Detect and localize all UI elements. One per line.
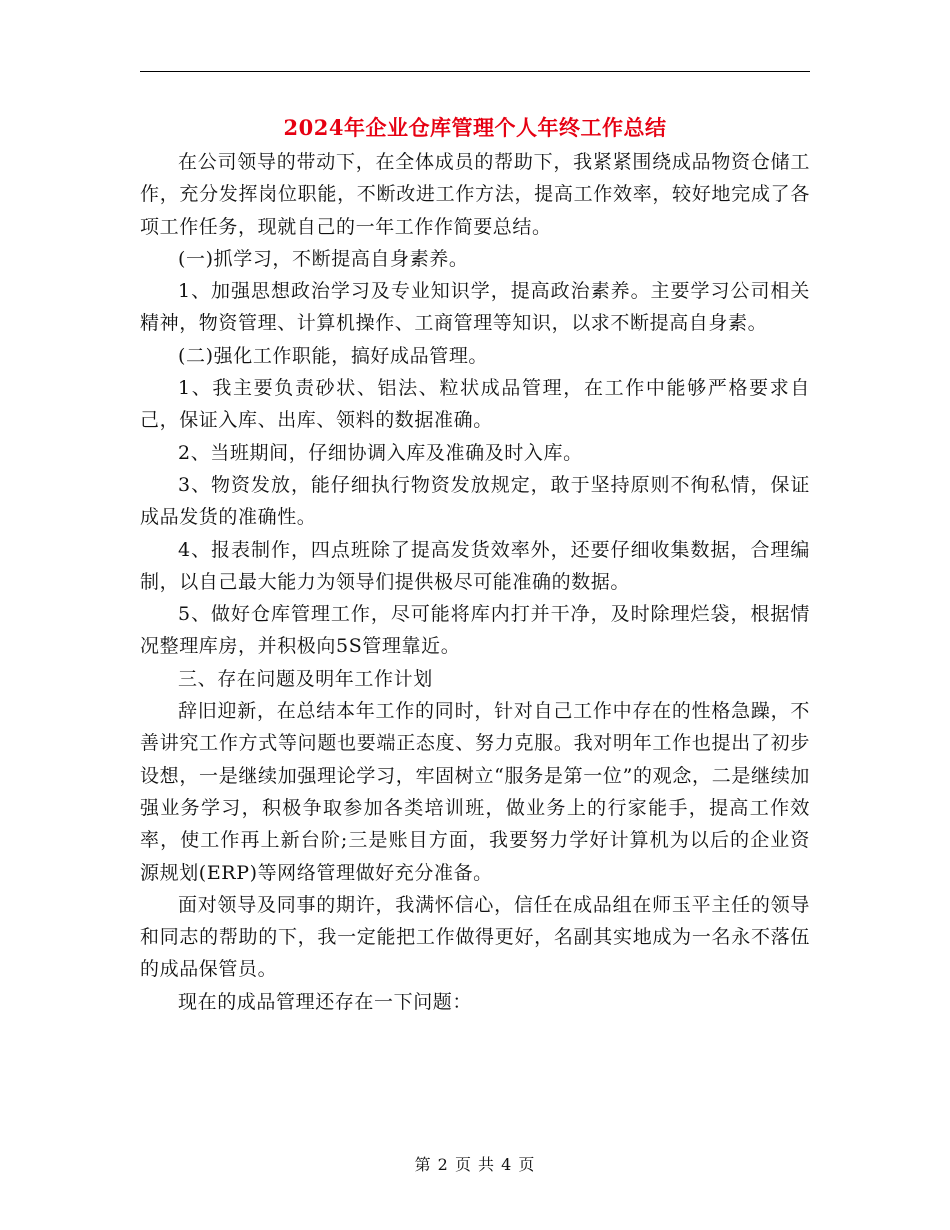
document-body: [140, 146, 810, 1018]
paragraph-outlook: 面对领导及同事的期许，我满怀信心，信任在成品组在师玉平主任的领导和同志的帮助的下，我一定能把工作做得更好，名副其实地成为一名永不落伍的成品保管员。: [140, 893, 810, 981]
paragraph-section-2-item-2: 2、当班期间，仔细协调入库及准确及时入库。: [178, 441, 583, 464]
paragraph-section-1-item-1: 1、加强思想政治学习及专业知识学，提高政治素养。主要学习公司相关精神，物资管理、计算机操作、工商管理等知识，以求不断提高自身素。: [140, 280, 810, 335]
paragraph-section-2-heading: (二)强化工作职能，搞好成品管理。: [178, 344, 489, 367]
page-footer: [0, 1153, 950, 1177]
paragraph-section-2-item-1: 1、我主要负责砂状、铝法、粒状成品管理，在工作中能够严格要求自己，保证入库、出库、领料的数据准确。: [140, 377, 810, 432]
page-number: 第 2 页 共 4 页: [414, 1155, 536, 1174]
paragraph-intro: 在公司领导的带动下，在全体成员的帮助下，我紧紧围绕成品物资仓储工作，充分发挥岗位职能，不断改进工作方法，提高工作效率，较好地完成了各项工作任务，现就自己的一年工作作简要总结。: [140, 151, 810, 238]
paragraph-section-3-heading: 三、存在问题及明年工作计划: [178, 667, 433, 690]
document-title: 2024年企业仓库管理个人年终工作总结: [283, 115, 667, 140]
paragraph-plan: 辞旧迎新，在总结本年工作的同时，针对自己工作中存在的性格急躁，不善讲究工作方式等问题也要端正态度、努力克服。我对明年工作也提出了初步设想，一是继续加强理论学习，牢固树立“服务是第一位”的观念，二是继续加强业务学习，积极争取参加各类培训班，做业务上的行家能手，提高工作效率，使工作再上新台阶;三是账目方面，我要努力学好计算机为以后的企业资源规划(ERP)等网络管理做好充分准备。: [140, 700, 810, 884]
paragraph-section-2-item-3: 3、物资发放，能仔细执行物资发放规定，敢于坚持原则不徇私情，保证成品发货的准确性。: [140, 473, 810, 529]
paragraph-section-2-item-5: 5、做好仓库管理工作，尽可能将库内打并干净，及时除理烂袋，根据情况整理库房，并积极向5S管理靠近。: [140, 603, 810, 658]
header-rule: [140, 71, 810, 72]
paragraph-section-1-heading: (一)抓学习，不断提高自身素养。: [178, 247, 469, 270]
paragraph-section-2-item-4: 4、报表制作，四点班除了提高发货效率外，还要仔细收集数据，合理编制，以自己最大能力为领导们提供极尽可能准确的数据。: [140, 538, 810, 593]
paragraph-problems-intro: 现在的成品管理还存在一下问题：: [178, 990, 473, 1013]
